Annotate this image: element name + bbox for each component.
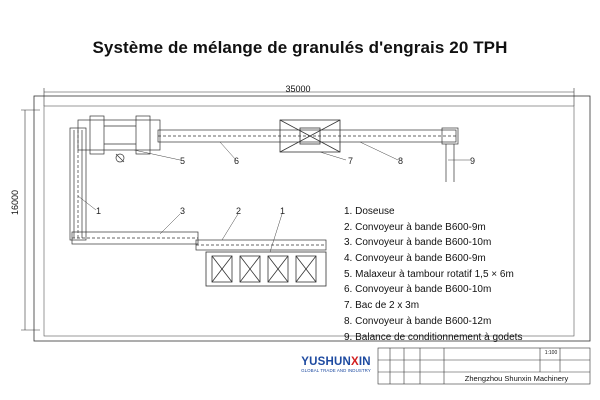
dimension-height-label: 16000 — [10, 189, 20, 215]
scale-label: 1:100 — [544, 350, 558, 356]
logo-tagline: GLOBAL TRADE AND INDUSTRY — [301, 368, 371, 373]
conveyor-top — [158, 130, 456, 142]
equipment-legend — [344, 204, 522, 345]
legend-item-7: 7. Bac de 2 x 3m — [344, 300, 420, 312]
legend-item-5: 5. Malaxeur à tambour rotatif 1,5 × 6m — [344, 268, 514, 280]
callout-7: 7 — [348, 156, 354, 166]
legend-item-6: 6. Convoyeur à bande B600-10m — [344, 284, 492, 296]
conveyor-feed — [196, 240, 326, 250]
company-logo — [298, 356, 374, 374]
page-title: Système de mélange de granulés d'engrais 20 TPH — [92, 38, 508, 57]
callout-5: 5 — [180, 156, 186, 166]
legend-item-9: 9. Balance de conditionnement à godets — [344, 331, 523, 343]
layout-label-1: 1 — [280, 206, 286, 216]
rotary-drum-mixer — [78, 116, 160, 162]
legend-item-1: 1. Doseuse — [344, 206, 395, 217]
legend-item-4: 4. Convoyeur à bande B600-9m — [344, 253, 486, 265]
callout-9: 9 — [470, 156, 476, 166]
logo-wordmark: YUSHUNXIN — [301, 356, 371, 368]
conveyor-bottom — [72, 232, 198, 244]
dimension-width-label: 35000 — [285, 84, 311, 94]
layout-label-3: 3 — [180, 206, 186, 216]
callout-8: 8 — [398, 156, 404, 166]
layout-label-2: 2 — [236, 206, 242, 216]
batching-machine — [206, 252, 326, 286]
company-name: Zhengzhou Shunxin Machinery — [464, 374, 569, 383]
legend-item-2: 2. Convoyeur à bande B600-9m — [344, 221, 486, 233]
legend-item-3: 3. Convoyeur à bande B600-10m — [344, 237, 492, 249]
callout-1: 1 — [96, 206, 102, 216]
callout-6: 6 — [234, 156, 240, 166]
legend-item-8: 8. Convoyeur à bande B600-12m — [344, 315, 492, 327]
